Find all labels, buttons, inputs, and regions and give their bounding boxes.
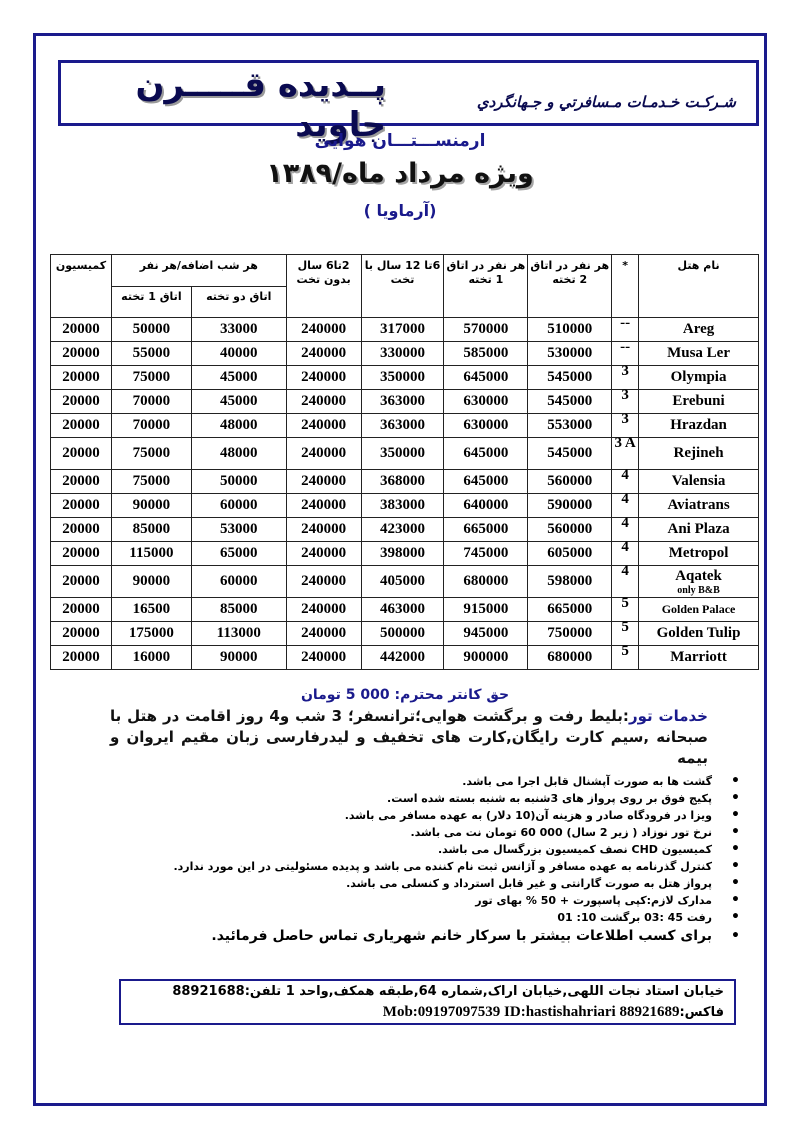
tour-services (110, 706, 708, 769)
extra-double-cell: 45000 (191, 390, 286, 414)
bullet-icon: • (731, 892, 740, 908)
double-room-cell: 560000 (528, 470, 612, 494)
hotel-note: only B&B (677, 584, 720, 596)
child-6-12-cell: 368000 (361, 470, 444, 494)
hotel-name-cell (639, 622, 759, 646)
header-commission: کمیسیون (51, 255, 112, 318)
extra-double-cell: 45000 (191, 366, 286, 390)
hotel-name-cell (639, 390, 759, 414)
note-item (120, 926, 740, 946)
table-row (51, 622, 759, 646)
single-room-cell: 915000 (444, 598, 528, 622)
double-room-cell: 510000 (528, 318, 612, 342)
star-cell: 3 A (612, 438, 639, 470)
child-2-6-cell: 240000 (286, 390, 361, 414)
single-room-cell: 680000 (444, 566, 528, 598)
child-6-12-cell: 350000 (361, 438, 444, 470)
hotel-name: Metropol (668, 545, 729, 561)
single-room-cell: 630000 (444, 414, 528, 438)
commission-cell: 20000 (51, 470, 112, 494)
child-2-6-cell: 240000 (286, 598, 361, 622)
single-room-cell: 570000 (444, 318, 528, 342)
table-row (51, 542, 759, 566)
note-item (120, 858, 740, 875)
hotel-name: Golden Palace (661, 602, 736, 616)
double-room-cell: 530000 (528, 342, 612, 366)
single-room-cell: 745000 (444, 542, 528, 566)
header-star: * (612, 255, 639, 318)
counter-fee: حق کانتر محترم: 000 5 تومان (300, 687, 510, 703)
commission-cell: 20000 (51, 542, 112, 566)
hotel-name: Aqatek (675, 567, 722, 584)
extra-double-cell: 53000 (191, 518, 286, 542)
hotel-name: Valensia (671, 473, 726, 489)
table-row (51, 438, 759, 470)
commission-cell: 20000 (51, 318, 112, 342)
star-cell: -- (612, 318, 639, 342)
commission-cell: 20000 (51, 598, 112, 622)
hotel-name-cell (639, 366, 759, 390)
brand-title: پــدیده قـــــرن جاوید (135, 65, 386, 145)
header-per-person-single: هر نفر در اتاق 1 تخته (444, 255, 528, 318)
extra-single-cell: 85000 (111, 518, 191, 542)
commission-cell: 20000 (51, 366, 112, 390)
double-room-cell: 590000 (528, 494, 612, 518)
double-room-cell: 665000 (528, 598, 612, 622)
double-room-cell: 598000 (528, 566, 612, 598)
double-room-cell: 545000 (528, 438, 612, 470)
extra-single-cell: 115000 (111, 542, 191, 566)
note-item (120, 773, 740, 790)
single-room-cell: 640000 (444, 494, 528, 518)
star-cell: 4 (612, 518, 639, 542)
double-room-cell: 553000 (528, 414, 612, 438)
double-room-cell: 680000 (528, 646, 612, 670)
note-text: پرواز هتل به صورت گارانتی و غیر قابل استرداد و کنسلی می باشد. (346, 877, 712, 890)
bullet-icon: • (731, 909, 740, 925)
header-extra-night: هر شب اضافه/هر نفر (111, 255, 286, 287)
extra-double-cell: 33000 (191, 318, 286, 342)
double-room-cell: 545000 (528, 390, 612, 414)
header-child-2-6: 2تا6 سال بدون تخت (286, 255, 361, 318)
hotel-name-cell (639, 646, 759, 670)
star-cell: 4 (612, 566, 639, 598)
extra-single-cell: 16500 (111, 598, 191, 622)
child-6-12-cell: 317000 (361, 318, 444, 342)
double-room-cell: 750000 (528, 622, 612, 646)
services-label: خدمات تور (628, 707, 708, 725)
child-6-12-cell: 363000 (361, 414, 444, 438)
commission-cell: 20000 (51, 518, 112, 542)
services-text: :بلیط رفت و برگشت هوایی؛ترانسفر؛ 3 شب و4 روز اقامت در هتل با صبحانه ,سیم کارت رایگان,کارت های تخفیف و لیدرفارسی زبان مقیم ایروان و بیمه (110, 707, 708, 767)
note-text: کنترل گذرنامه به عهده مسافر و آژانس ثبت نام کننده می باشد و پدیده مسئولیتی در این مورد ندارد. (173, 860, 712, 873)
child-6-12-cell: 405000 (361, 566, 444, 598)
hotel-name: Areg (682, 321, 715, 337)
star-cell: -- (612, 342, 639, 366)
child-2-6-cell: 240000 (286, 438, 361, 470)
hotel-name: Hrazdan (670, 417, 727, 433)
commission-cell: 20000 (51, 646, 112, 670)
header-hotel: نام هتل (639, 255, 759, 318)
child-6-12-cell: 350000 (361, 366, 444, 390)
price-table (50, 254, 759, 670)
table-row (51, 598, 759, 622)
child-2-6-cell: 240000 (286, 470, 361, 494)
hotel-name: Ani Plaza (667, 521, 730, 537)
single-room-cell: 645000 (444, 366, 528, 390)
note-item (120, 875, 740, 892)
extra-single-cell: 16000 (111, 646, 191, 670)
child-2-6-cell: 240000 (286, 414, 361, 438)
single-room-cell: 585000 (444, 342, 528, 366)
extra-single-cell: 90000 (111, 494, 191, 518)
note-text: نرخ تور نوزاد ( زیر 2 سال) 000 60 تومان نت می باشد. (410, 826, 712, 839)
star-cell: 3 (612, 390, 639, 414)
table-row (51, 470, 759, 494)
note-item (120, 824, 740, 841)
region-label: (آرماویا ) (363, 201, 437, 220)
note-item (120, 790, 740, 807)
note-text: پکیج فوق بر روی پرواز های 3شنبه به شنبه بسته شده است. (387, 792, 712, 805)
extra-single-cell: 70000 (111, 390, 191, 414)
child-2-6-cell: 240000 (286, 342, 361, 366)
star-cell: 5 (612, 622, 639, 646)
hotel-name-cell (639, 414, 759, 438)
extra-double-cell: 113000 (191, 622, 286, 646)
hotel-name: Marriott (670, 649, 727, 665)
note-item (120, 841, 740, 858)
commission-cell: 20000 (51, 566, 112, 598)
table-row (51, 518, 759, 542)
commission-cell: 20000 (51, 390, 112, 414)
extra-single-cell: 90000 (111, 566, 191, 598)
child-6-12-cell: 363000 (361, 390, 444, 414)
hotel-name-cell (639, 318, 759, 342)
bullet-icon: • (731, 858, 740, 874)
header-per-person-double: هر نفر در اتاق 2 تخته (528, 255, 612, 318)
commission-cell: 20000 (51, 414, 112, 438)
hotel-name-cell (639, 438, 759, 470)
note-text: گشت ها به صورت آپشنال قابل اجرا می باشد. (462, 775, 712, 788)
table-row (51, 342, 759, 366)
note-text: رفت 45 :03 برگشت 10: 01 (557, 911, 712, 924)
notes-list (120, 773, 740, 946)
single-room-cell: 900000 (444, 646, 528, 670)
note-item (120, 909, 740, 926)
double-room-cell: 560000 (528, 518, 612, 542)
note-text: ویزا در فرودگاه صادر و هزینه آن(10 دلار) به عهده مسافر می باشد. (344, 809, 712, 822)
star-cell: 4 (612, 470, 639, 494)
extra-double-cell: 90000 (191, 646, 286, 670)
bullet-icon: • (731, 875, 740, 891)
hotel-name: Olympia (670, 369, 727, 385)
table-row (51, 318, 759, 342)
star-cell: 5 (612, 598, 639, 622)
note-text: مدارک لازم:کپی پاسپورت + 50 % بهای تور (475, 894, 712, 907)
table-row (51, 494, 759, 518)
header-child-6-12: 6تا 12 سال با تخت (361, 255, 444, 318)
header-extra-single: اتاق 1 تخته (111, 287, 191, 318)
hotel-name: Golden Tulip (656, 625, 741, 641)
double-room-cell: 605000 (528, 542, 612, 566)
child-6-12-cell: 398000 (361, 542, 444, 566)
table-row (51, 414, 759, 438)
commission-cell: 20000 (51, 342, 112, 366)
hotel-name-cell (639, 518, 759, 542)
child-6-12-cell: 423000 (361, 518, 444, 542)
child-2-6-cell: 240000 (286, 566, 361, 598)
hotel-name-cell (639, 542, 759, 566)
double-room-cell: 545000 (528, 366, 612, 390)
table-row (51, 366, 759, 390)
main-title: ویژه مرداد ماه/۱۳۸۹ (266, 158, 534, 189)
child-6-12-cell: 500000 (361, 622, 444, 646)
contact-fax-line (383, 1004, 724, 1021)
hotel-name-cell (639, 342, 759, 366)
extra-double-cell: 40000 (191, 342, 286, 366)
destination-subtitle: ارمنســـتـــان هوایی (314, 131, 486, 151)
extra-double-cell: 65000 (191, 542, 286, 566)
single-room-cell: 630000 (444, 390, 528, 414)
header-extra-double: اتاق دو تخته (191, 287, 286, 318)
contact-box (119, 979, 736, 1025)
extra-single-cell: 70000 (111, 414, 191, 438)
single-room-cell: 645000 (444, 438, 528, 470)
child-2-6-cell: 240000 (286, 542, 361, 566)
commission-cell: 20000 (51, 494, 112, 518)
hotel-name-cell (639, 566, 759, 598)
hotel-name: Erebuni (672, 393, 725, 409)
note-text: کمیسیون CHD نصف کمیسیون بزرگسال می باشد. (437, 843, 712, 856)
child-6-12-cell: 330000 (361, 342, 444, 366)
extra-double-cell: 48000 (191, 414, 286, 438)
hotel-name: Aviatrans (667, 497, 730, 513)
table-row (51, 390, 759, 414)
bullet-icon: • (731, 841, 740, 857)
extra-double-cell: 60000 (191, 566, 286, 598)
extra-single-cell: 175000 (111, 622, 191, 646)
extra-double-cell: 85000 (191, 598, 286, 622)
child-2-6-cell: 240000 (286, 622, 361, 646)
hotel-name-cell (639, 470, 759, 494)
note-item (120, 807, 740, 824)
company-name: شـرکـت خـدمـات مـسافرتي و جـهانگردي (476, 93, 736, 111)
single-room-cell: 665000 (444, 518, 528, 542)
commission-cell: 20000 (51, 438, 112, 470)
hotel-name-cell (639, 494, 759, 518)
bullet-icon: • (731, 824, 740, 840)
child-6-12-cell: 442000 (361, 646, 444, 670)
child-2-6-cell: 240000 (286, 366, 361, 390)
hotel-name: Rejineh (673, 445, 724, 461)
single-room-cell: 645000 (444, 470, 528, 494)
child-2-6-cell: 240000 (286, 494, 361, 518)
star-cell: 5 (612, 646, 639, 670)
extra-double-cell: 48000 (191, 438, 286, 470)
star-cell: 3 (612, 366, 639, 390)
bullet-icon: • (731, 790, 740, 806)
child-2-6-cell: 240000 (286, 646, 361, 670)
bullet-icon: • (731, 928, 740, 944)
extra-single-cell: 75000 (111, 470, 191, 494)
child-6-12-cell: 383000 (361, 494, 444, 518)
bullet-icon: • (731, 807, 740, 823)
table-row (51, 566, 759, 598)
extra-single-cell: 50000 (111, 318, 191, 342)
fax-label: فاکس: (679, 1005, 724, 1020)
extra-single-cell: 75000 (111, 366, 191, 390)
hotel-name-cell (639, 598, 759, 622)
extra-single-cell: 75000 (111, 438, 191, 470)
fax-details: Mob:09197097539 ID:hastishahriari 88921689 (382, 1004, 680, 1020)
bullet-icon: • (731, 773, 740, 789)
contact-address: خیابان استاد نجات اللهی,خیابان اراک,شماره 64,طبقه همکف,واحد 1 تلفن:88921688 (172, 984, 724, 999)
star-cell: 3 (612, 414, 639, 438)
star-cell: 4 (612, 542, 639, 566)
hotel-name: Musa Ler (667, 345, 731, 361)
child-2-6-cell: 240000 (286, 318, 361, 342)
star-cell: 4 (612, 494, 639, 518)
extra-double-cell: 60000 (191, 494, 286, 518)
extra-double-cell: 50000 (191, 470, 286, 494)
commission-cell: 20000 (51, 622, 112, 646)
table-row (51, 646, 759, 670)
note-text: برای کسب اطلاعات بیشتر با سرکار خانم شهریاری تماس حاصل فرمائید. (211, 928, 712, 944)
note-item (120, 892, 740, 909)
child-2-6-cell: 240000 (286, 518, 361, 542)
single-room-cell: 945000 (444, 622, 528, 646)
child-6-12-cell: 463000 (361, 598, 444, 622)
extra-single-cell: 55000 (111, 342, 191, 366)
